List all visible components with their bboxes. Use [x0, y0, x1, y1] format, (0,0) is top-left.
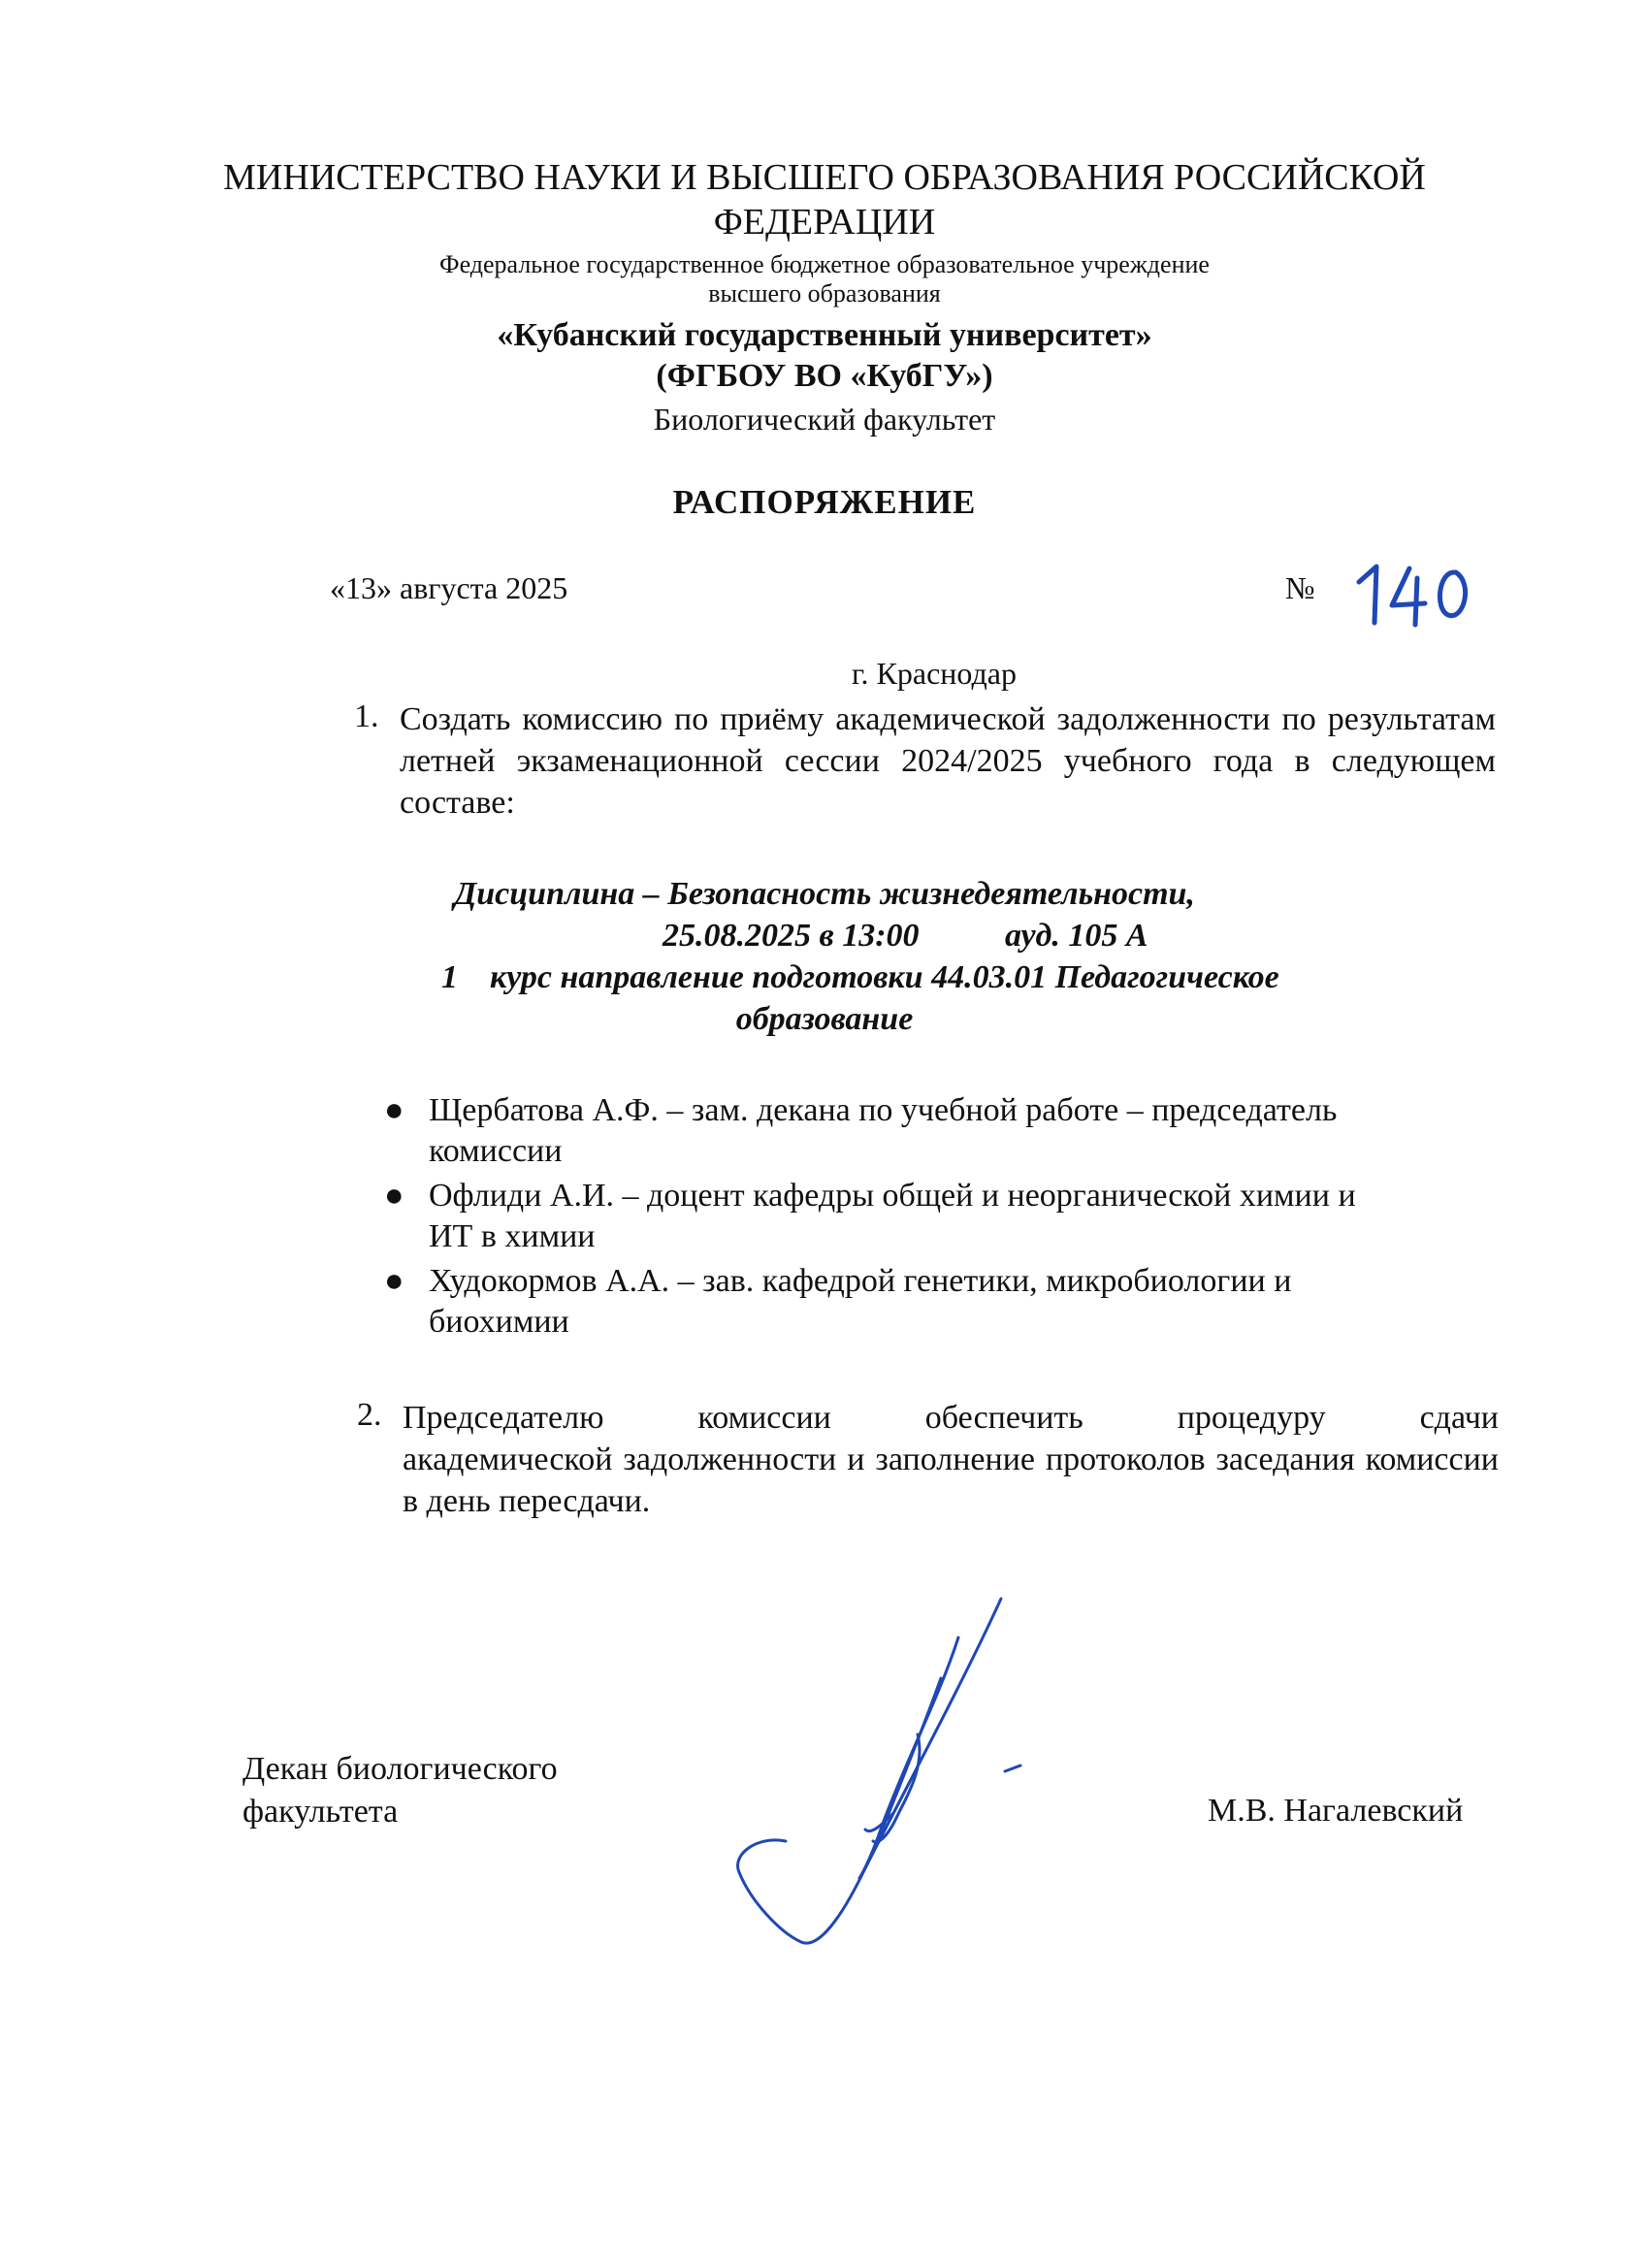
- institution-type: [0, 250, 1649, 308]
- handwritten-number-140: [1353, 561, 1479, 631]
- member-line-1: Худокормов А.А. – зав. кафедрой генетики, микробиологии и: [429, 1263, 1292, 1299]
- institution-type-line-1: Федеральное государственное бюджетное образовательное учреждение: [439, 250, 1210, 278]
- position-line-2: факультета: [242, 1794, 399, 1830]
- discipline-course-number: 1: [441, 959, 458, 995]
- member-line-1: Щербатова А.Ф. – зам. декана по учебной работе – председатель: [429, 1092, 1338, 1128]
- item-2-line-1: Председателю комиссии обеспечить процедуру сдачи: [403, 1400, 1499, 1436]
- university-abbr: (ФГБОУ ВО «КубГУ»): [656, 358, 993, 394]
- city: г. Краснодар: [852, 656, 1017, 691]
- document-title: РАСПОРЯЖЕНИЕ: [672, 483, 977, 521]
- member-line-2: комиссии: [429, 1133, 563, 1169]
- list-item: [378, 1090, 1513, 1172]
- discipline-date-time: 25.08.2025 в 13:00: [663, 918, 920, 954]
- handwritten-signature: [718, 1581, 1048, 1969]
- item-2-text: [403, 1397, 1499, 1522]
- list-item: [378, 1261, 1513, 1343]
- document-number-label: №: [1285, 570, 1315, 605]
- ministry-line-1: МИНИСТЕРСТВО НАУКИ И ВЫСШЕГО ОБРАЗОВАНИЯ РОССИЙСКОЙ: [223, 157, 1426, 198]
- discipline-course-text: курс направление подготовки 44.03.01 Педагогическое: [490, 959, 1279, 995]
- item-2-number: 2.: [357, 1397, 382, 1433]
- discipline-line-1: Дисциплина – Безопасность жизнедеятельности,: [454, 876, 1195, 912]
- signatory-position: [242, 1748, 558, 1833]
- discipline-room: ауд. 105 А: [1005, 918, 1148, 954]
- item-2-rest: академической задолженности и заполнение протоколов заседания комиссии в день пересдачи.: [403, 1442, 1499, 1519]
- ministry-line-2: ФЕДЕРАЦИИ: [713, 202, 936, 243]
- ministry-header: [0, 155, 1649, 244]
- commission-list: [378, 1090, 1513, 1346]
- position-line-1: Декан биологического: [242, 1751, 558, 1787]
- institution-type-line-2: высшего образования: [708, 279, 941, 308]
- item-1-number: 1.: [354, 698, 379, 734]
- university-block: [0, 315, 1649, 397]
- bullet-icon: ●: [384, 1263, 404, 1299]
- item-1-text: Создать комиссию по приёму академической задолженности по результатам летней экзаменационной сессии 2024/2025 учебного года в следующем составе:: [400, 701, 1496, 821]
- university-name: «Кубанский государственный университет»: [497, 317, 1152, 353]
- faculty-name: Биологический факультет: [653, 402, 996, 437]
- list-item: [378, 1176, 1513, 1257]
- bullet-icon: ●: [384, 1178, 404, 1214]
- member-line-2: биохимии: [429, 1304, 569, 1340]
- document-date: «13» августа 2025: [330, 570, 568, 605]
- discipline-course-text-2: образование: [735, 1001, 914, 1037]
- bullet-icon: ●: [384, 1092, 404, 1128]
- member-line-2: ИТ в химии: [429, 1218, 596, 1254]
- member-line-1: Офлиди А.И. – доцент кафедры общей и неорганической химии и: [429, 1178, 1356, 1214]
- signatory-name: М.В. Нагалевский: [1208, 1793, 1464, 1829]
